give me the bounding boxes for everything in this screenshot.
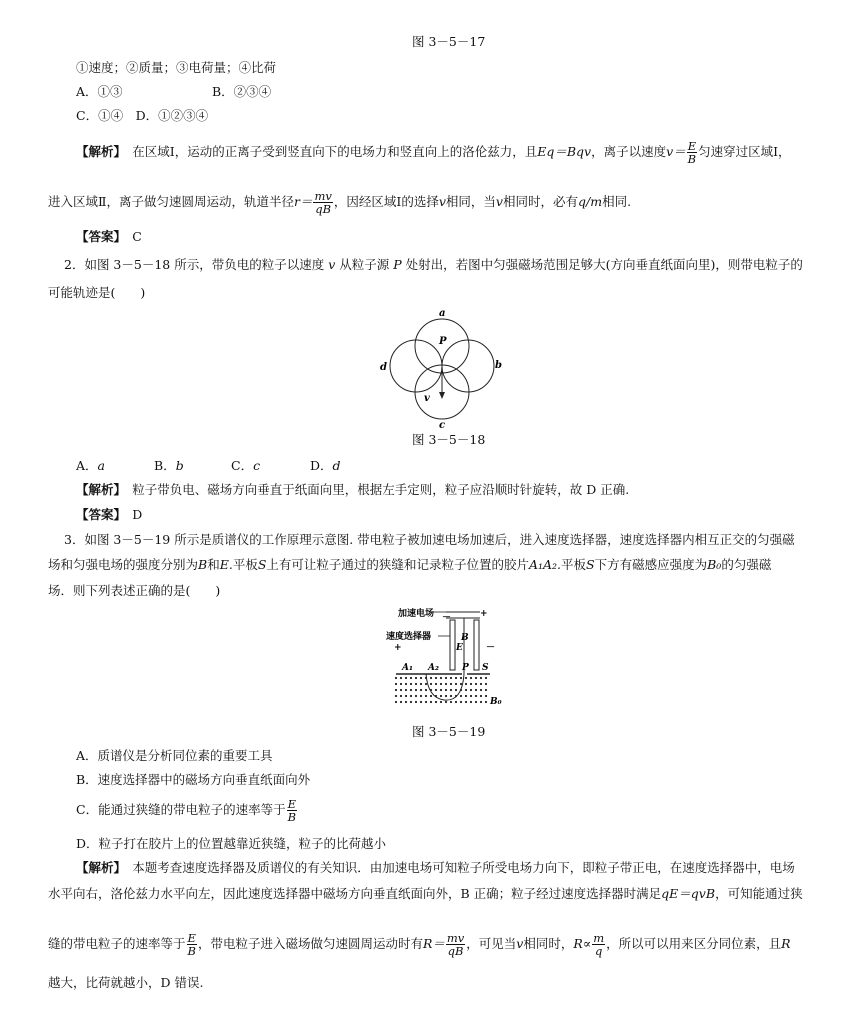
field-dot (480, 701, 482, 703)
q1-items: ①速度；②质量；③电荷量；④比荷 (76, 60, 277, 75)
q3-stem-line2: 场和匀强电场的强度分别为B和E.平板S上有可让粒子通过的狭缝和记录粒子位置的胶片A₁A₂.平板S下方有磁感应强度为B₀的匀强磁 (48, 557, 772, 572)
q2-option-c: C．c (231, 458, 261, 473)
field-dot (460, 683, 462, 685)
field-dot (475, 695, 477, 697)
label-c: c (439, 420, 446, 430)
q3-stem-line1: 3．如图 3－5－19 所示是质谱仪的工作原理示意图. 带电粒子被加速电场加速后，进入速度选择器，速度选择器内相互正交的匀强磁 (64, 532, 795, 547)
field-dot (405, 695, 407, 697)
field-dot (445, 689, 447, 691)
field-dot (395, 701, 397, 703)
q2-analysis: 【解析】 粒子带负电、磁场方向垂直于纸面向里，根据左手定则，粒子应沿顺时针旋转，故 D 正确. (76, 482, 630, 497)
label-d: d (380, 362, 387, 373)
label-E: E (456, 643, 463, 653)
field-dot (430, 695, 432, 697)
q2-stem-line2: 可能轨迹是( ) (48, 285, 146, 300)
field-dot (400, 689, 402, 691)
q3-stem-line3: 场．则下列表述正确的是( ) (48, 583, 221, 598)
field-dot (430, 683, 432, 685)
label-B: B (461, 633, 469, 643)
field-dot (475, 701, 477, 703)
q1-option-a: A．①③ (76, 84, 123, 99)
field-dot (395, 683, 397, 685)
field-dot (465, 695, 467, 697)
field-dot (435, 683, 437, 685)
label-accel-field: 加速电场 (398, 609, 435, 619)
field-dot (400, 683, 402, 685)
field-dot (410, 689, 412, 691)
field-dot (445, 695, 447, 697)
field-dot (440, 701, 442, 703)
field-dot (445, 677, 447, 679)
field-dot (445, 683, 447, 685)
field-dot (455, 677, 457, 679)
field-dot (465, 677, 467, 679)
q3-analysis-line1: 【解析】 本题考查速度选择器及质谱仪的有关知识．由加速电场可知粒子所受电场力向下，即粒子带正电，在速度选择器中，电场 (76, 860, 795, 875)
label-S: S (482, 663, 489, 673)
field-dot (425, 689, 427, 691)
field-dot (470, 695, 472, 697)
field-dot (435, 701, 437, 703)
field-dot (410, 701, 412, 703)
figure-caption: 图 3－5－17 (412, 34, 486, 49)
field-dot (455, 701, 457, 703)
field-dot (410, 695, 412, 697)
field-dot (460, 701, 462, 703)
label-A1: A₁ (402, 663, 413, 673)
q1-analysis-line1: 【解析】 在区域Ⅰ，运动的正离子受到竖直向下的电场力和竖直向上的洛伦兹力，且Eq＝Bqv，离子以速度v＝ $\frac{E}{B}$ 匀速穿过区域Ⅰ， (76, 139, 791, 166)
q3-option-d: D．粒子打在胶片上的位置越靠近狭缝，粒子的比荷越小 (76, 836, 387, 851)
q3-analysis-line3: 缝的带电粒子的速率等于 $\frac{E}{B}$ ，带电粒子进入磁场做匀速圆周运动时有R＝ $\frac{mv}{qB}$ ，可见当v相同时，R∝ $\frac{m}{q}$ ，所以可以用来区分同位素，且R (48, 931, 791, 958)
label-A2: A₂ (428, 663, 439, 673)
field-dot (455, 695, 457, 697)
field-dot (470, 683, 472, 685)
field-dot (430, 689, 432, 691)
field-dot (485, 695, 487, 697)
label-P: P (439, 336, 447, 347)
selector-right-plate (474, 620, 479, 670)
field-dot (450, 683, 452, 685)
field-dot (425, 701, 427, 703)
q1-option-c: C．①④ D．①②③④ (76, 108, 209, 123)
label-velocity-selector: 速度选择器 (386, 632, 432, 642)
field-dot (480, 695, 482, 697)
field-dot (425, 677, 427, 679)
field-dot (465, 689, 467, 691)
q2-stem-line1: 2．如图 3－5－18 所示，带负电的粒子以速度 v 从粒子源 P 处射出，若图中匀强磁场范围足够大(方向垂直纸面向里)，则带电粒子的 (64, 257, 803, 272)
field-dot (435, 689, 437, 691)
field-dot (450, 689, 452, 691)
field-dot (430, 701, 432, 703)
field-dot (395, 689, 397, 691)
field-dot (415, 689, 417, 691)
svg-text:－: － (442, 613, 452, 623)
field-dot (440, 695, 442, 697)
q3-option-b: B．速度选择器中的磁场方向垂直纸面向外 (76, 772, 311, 787)
field-dot (450, 677, 452, 679)
field-dot (395, 677, 397, 679)
q3-analysis-line2: 水平向右，洛伦兹力水平向左，因此速度选择器中磁场方向垂直纸面向外，B 正确；粒子经过速度选择器时满足qE＝qvB，可知能通过狭 (48, 886, 803, 901)
field-dot (485, 701, 487, 703)
q2-option-d: D．d (310, 458, 341, 473)
field-dot (485, 677, 487, 679)
field-dot (415, 677, 417, 679)
field-dot (435, 677, 437, 679)
q2-option-b: B．b (154, 458, 184, 473)
field-dot (415, 695, 417, 697)
field-dot (475, 683, 477, 685)
field-dot (420, 689, 422, 691)
q2-answer: 【答案】 D (76, 507, 143, 522)
field-dot (475, 689, 477, 691)
field-dot (475, 677, 477, 679)
arrow-head (439, 392, 445, 399)
field-dot (415, 683, 417, 685)
figure-caption-19: 图 3－5－19 (412, 724, 486, 739)
q1-analysis-line2: 进入区域Ⅱ，离子做匀速圆周运动，轨道半径r＝ $\frac{mv}{qB}$ ，因经区域Ⅰ的选择v相同，当v相同时，必有q/m相同. (48, 189, 632, 216)
field-dot (450, 695, 452, 697)
field-dot (395, 695, 397, 697)
label-plus-top: + (480, 609, 488, 619)
field-dot (420, 677, 422, 679)
svg-text:－: － (486, 643, 496, 653)
field-dot (430, 677, 432, 679)
q3-option-c: C．能通过狭缝的带电粒子的速率等于 $\frac{E}{B}$ (76, 797, 297, 824)
field-dot (400, 701, 402, 703)
field-dot (410, 677, 412, 679)
field-dot (405, 683, 407, 685)
q2-option-a: A．a (76, 458, 105, 473)
field-dot (425, 695, 427, 697)
field-dot (460, 677, 462, 679)
field-dot (440, 683, 442, 685)
field-dot (420, 695, 422, 697)
field-dot (420, 701, 422, 703)
q1-answer: 【答案】 C (76, 229, 142, 244)
figure-caption-18: 图 3－5－18 (412, 432, 486, 447)
mass-spectrometer-figure (382, 606, 512, 718)
field-dot (420, 683, 422, 685)
field-dot (470, 701, 472, 703)
q1-option-b: B．②③④ (212, 84, 272, 99)
selector-left-plate (450, 620, 455, 670)
label-P: P (462, 663, 469, 673)
field-dot (485, 683, 487, 685)
field-dot (405, 701, 407, 703)
trajectory-figure (372, 304, 516, 430)
field-dot (485, 689, 487, 691)
field-dot (405, 689, 407, 691)
field-dot (400, 677, 402, 679)
field-dot (460, 689, 462, 691)
q3-analysis-line4: 越大，比荷就越小，D 错误. (48, 975, 204, 990)
field-dot (440, 689, 442, 691)
field-dot (440, 677, 442, 679)
field-dot (470, 689, 472, 691)
field-dot (415, 701, 417, 703)
field-dot (450, 701, 452, 703)
label-v: v (424, 393, 430, 404)
field-dot (460, 695, 462, 697)
label-b: b (495, 360, 502, 371)
label-a: a (439, 308, 446, 319)
field-dot (480, 683, 482, 685)
field-dot (455, 689, 457, 691)
field-dot (455, 683, 457, 685)
label-B0: B₀ (490, 697, 502, 707)
field-dot (465, 683, 467, 685)
field-dot (445, 701, 447, 703)
field-dot (480, 677, 482, 679)
field-dot (400, 695, 402, 697)
svg-text:+: + (394, 643, 402, 653)
field-dot (410, 683, 412, 685)
field-dot (405, 677, 407, 679)
field-dot (480, 689, 482, 691)
field-dot (465, 701, 467, 703)
field-dot (435, 695, 437, 697)
q3-option-a: A．质谱仪是分析同位素的重要工具 (76, 748, 273, 763)
field-dot (425, 683, 427, 685)
field-dot (470, 677, 472, 679)
